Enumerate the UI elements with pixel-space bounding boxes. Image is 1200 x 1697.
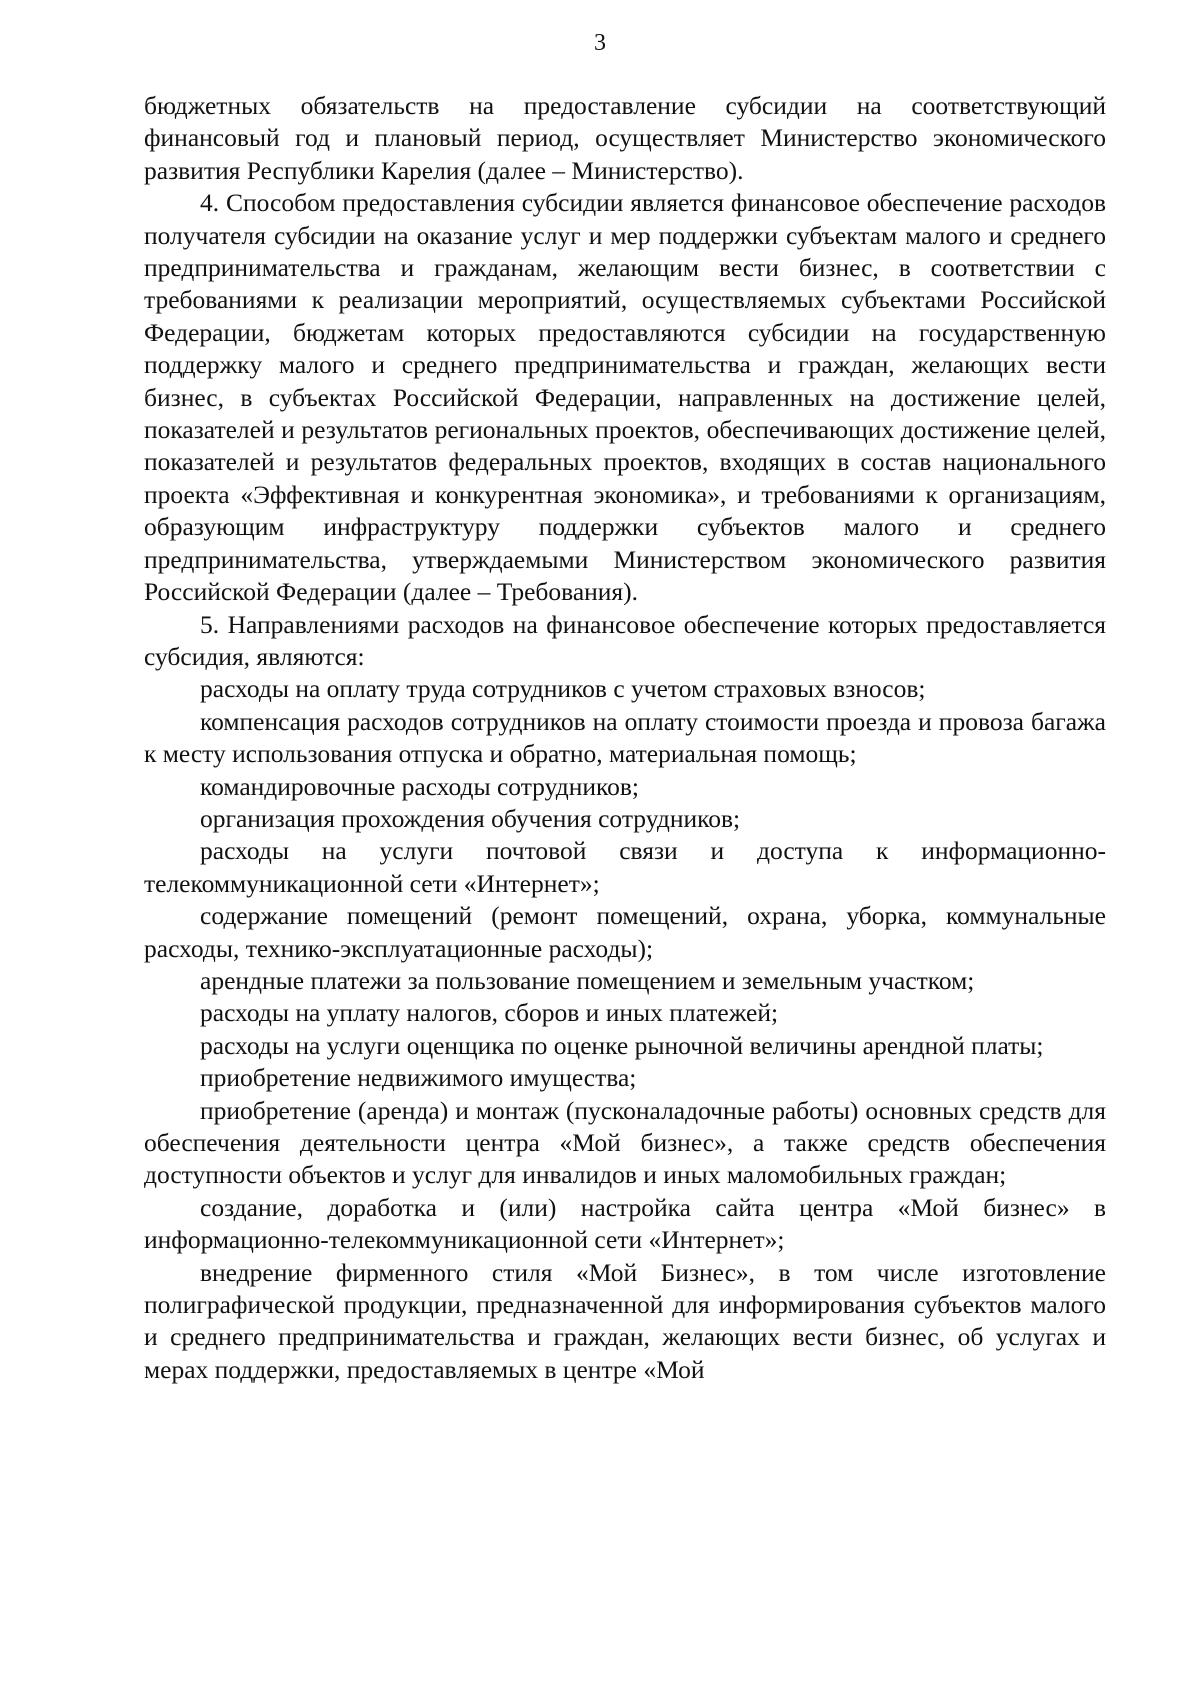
expense-item: командировочные расходы сотрудников;	[200, 771, 639, 801]
expense-item: арендные платежи за пользование помещением и земельным участком;	[200, 965, 975, 995]
document-body	[144, 90, 1106, 1386]
expense-item: приобретение (аренда) и монтаж (пусконаладочные работы) основных средств для обеспечения деятельности центра «Мой бизнес», а также средств обеспечения доступности объектов и услуг для инвалидов и иных маломобильных граждан;	[144, 1095, 1106, 1190]
expense-item: приобретение недвижимого имущества;	[200, 1063, 637, 1093]
expense-item: организация прохождения обучения сотрудников;	[200, 803, 741, 833]
expense-item: расходы на услуги почтовой связи и доступа к информационно-телекоммуникационной сети «Интернет»;	[144, 836, 1106, 898]
expense-item: внедрение фирменного стиля «Мой Бизнес», в том числе изготовление полиграфической продукции, предназначенной для информирования субъектов малого и среднего предпринимательства и граждан, желающих вести бизнес, об услугах и мерах поддержки, предоставляемых в центре «Мой	[144, 1257, 1106, 1384]
expense-item: компенсация расходов сотрудников на оплату стоимости проезда и провоза багажа к месту использования отпуска и обратно, материальная помощь;	[144, 706, 1106, 769]
expense-item: содержание помещений (ремонт помещений, охрана, уборка, коммунальные расходы, технико-эксплуатационные расходы);	[144, 901, 1106, 963]
expense-item: расходы на уплату налогов, сборов и иных платежей;	[200, 998, 779, 1028]
paragraph-item-4: 4. Способом предоставления субсидии является финансовое обеспечение расходов получателя субсидии на оказание услуг и мер поддержки субъектам малого и среднего предпринимательства и гражданам, желающим вести бизнес, в соответствии с требованиями к реализации мероприятий, осуществляемых субъектами Российской Федерации, бюджетам которых предоставляются субсидии на государственную поддержку малого и среднего предпринимательства и граждан, желающих вести бизнес, в субъектах Российской Федерации, направленных на достижение целей, показателей и результатов региональных проектов, обеспечивающих достижение целей, показателей и результатов федеральных проектов, входящих в состав национального проекта «Эффективная и конкурентная экономика», и требованиями к организациям, образующим инфраструктуру поддержки субъектов малого и среднего предпринимательства, утверждаемыми Министерством экономического развития Российской Федерации (далее – Требования).	[144, 188, 1106, 607]
expense-item: создание, доработка и (или) настройка сайта центра «Мой бизнес» в информационно-телекоммуникационной сети «Интернет»;	[144, 1192, 1106, 1255]
expense-item: расходы на услуги оценщика по оценке рыночной величины арендной платы;	[200, 1030, 1044, 1060]
paragraph-item-5: 5. Направлениями расходов на финансовое обеспечение которых предоставляется субсидия, являются:	[144, 609, 1106, 671]
paragraph-continuation: бюджетных обязательств на предоставление субсидии на соответствующий финансовый год и плановый период, осуществляет Министерство экономического развития Республики Карелия (далее – Министерство).	[144, 91, 1106, 185]
expense-item: расходы на оплату труда сотрудников с учетом страховых взносов;	[200, 674, 926, 704]
page-number: 3	[594, 30, 606, 56]
